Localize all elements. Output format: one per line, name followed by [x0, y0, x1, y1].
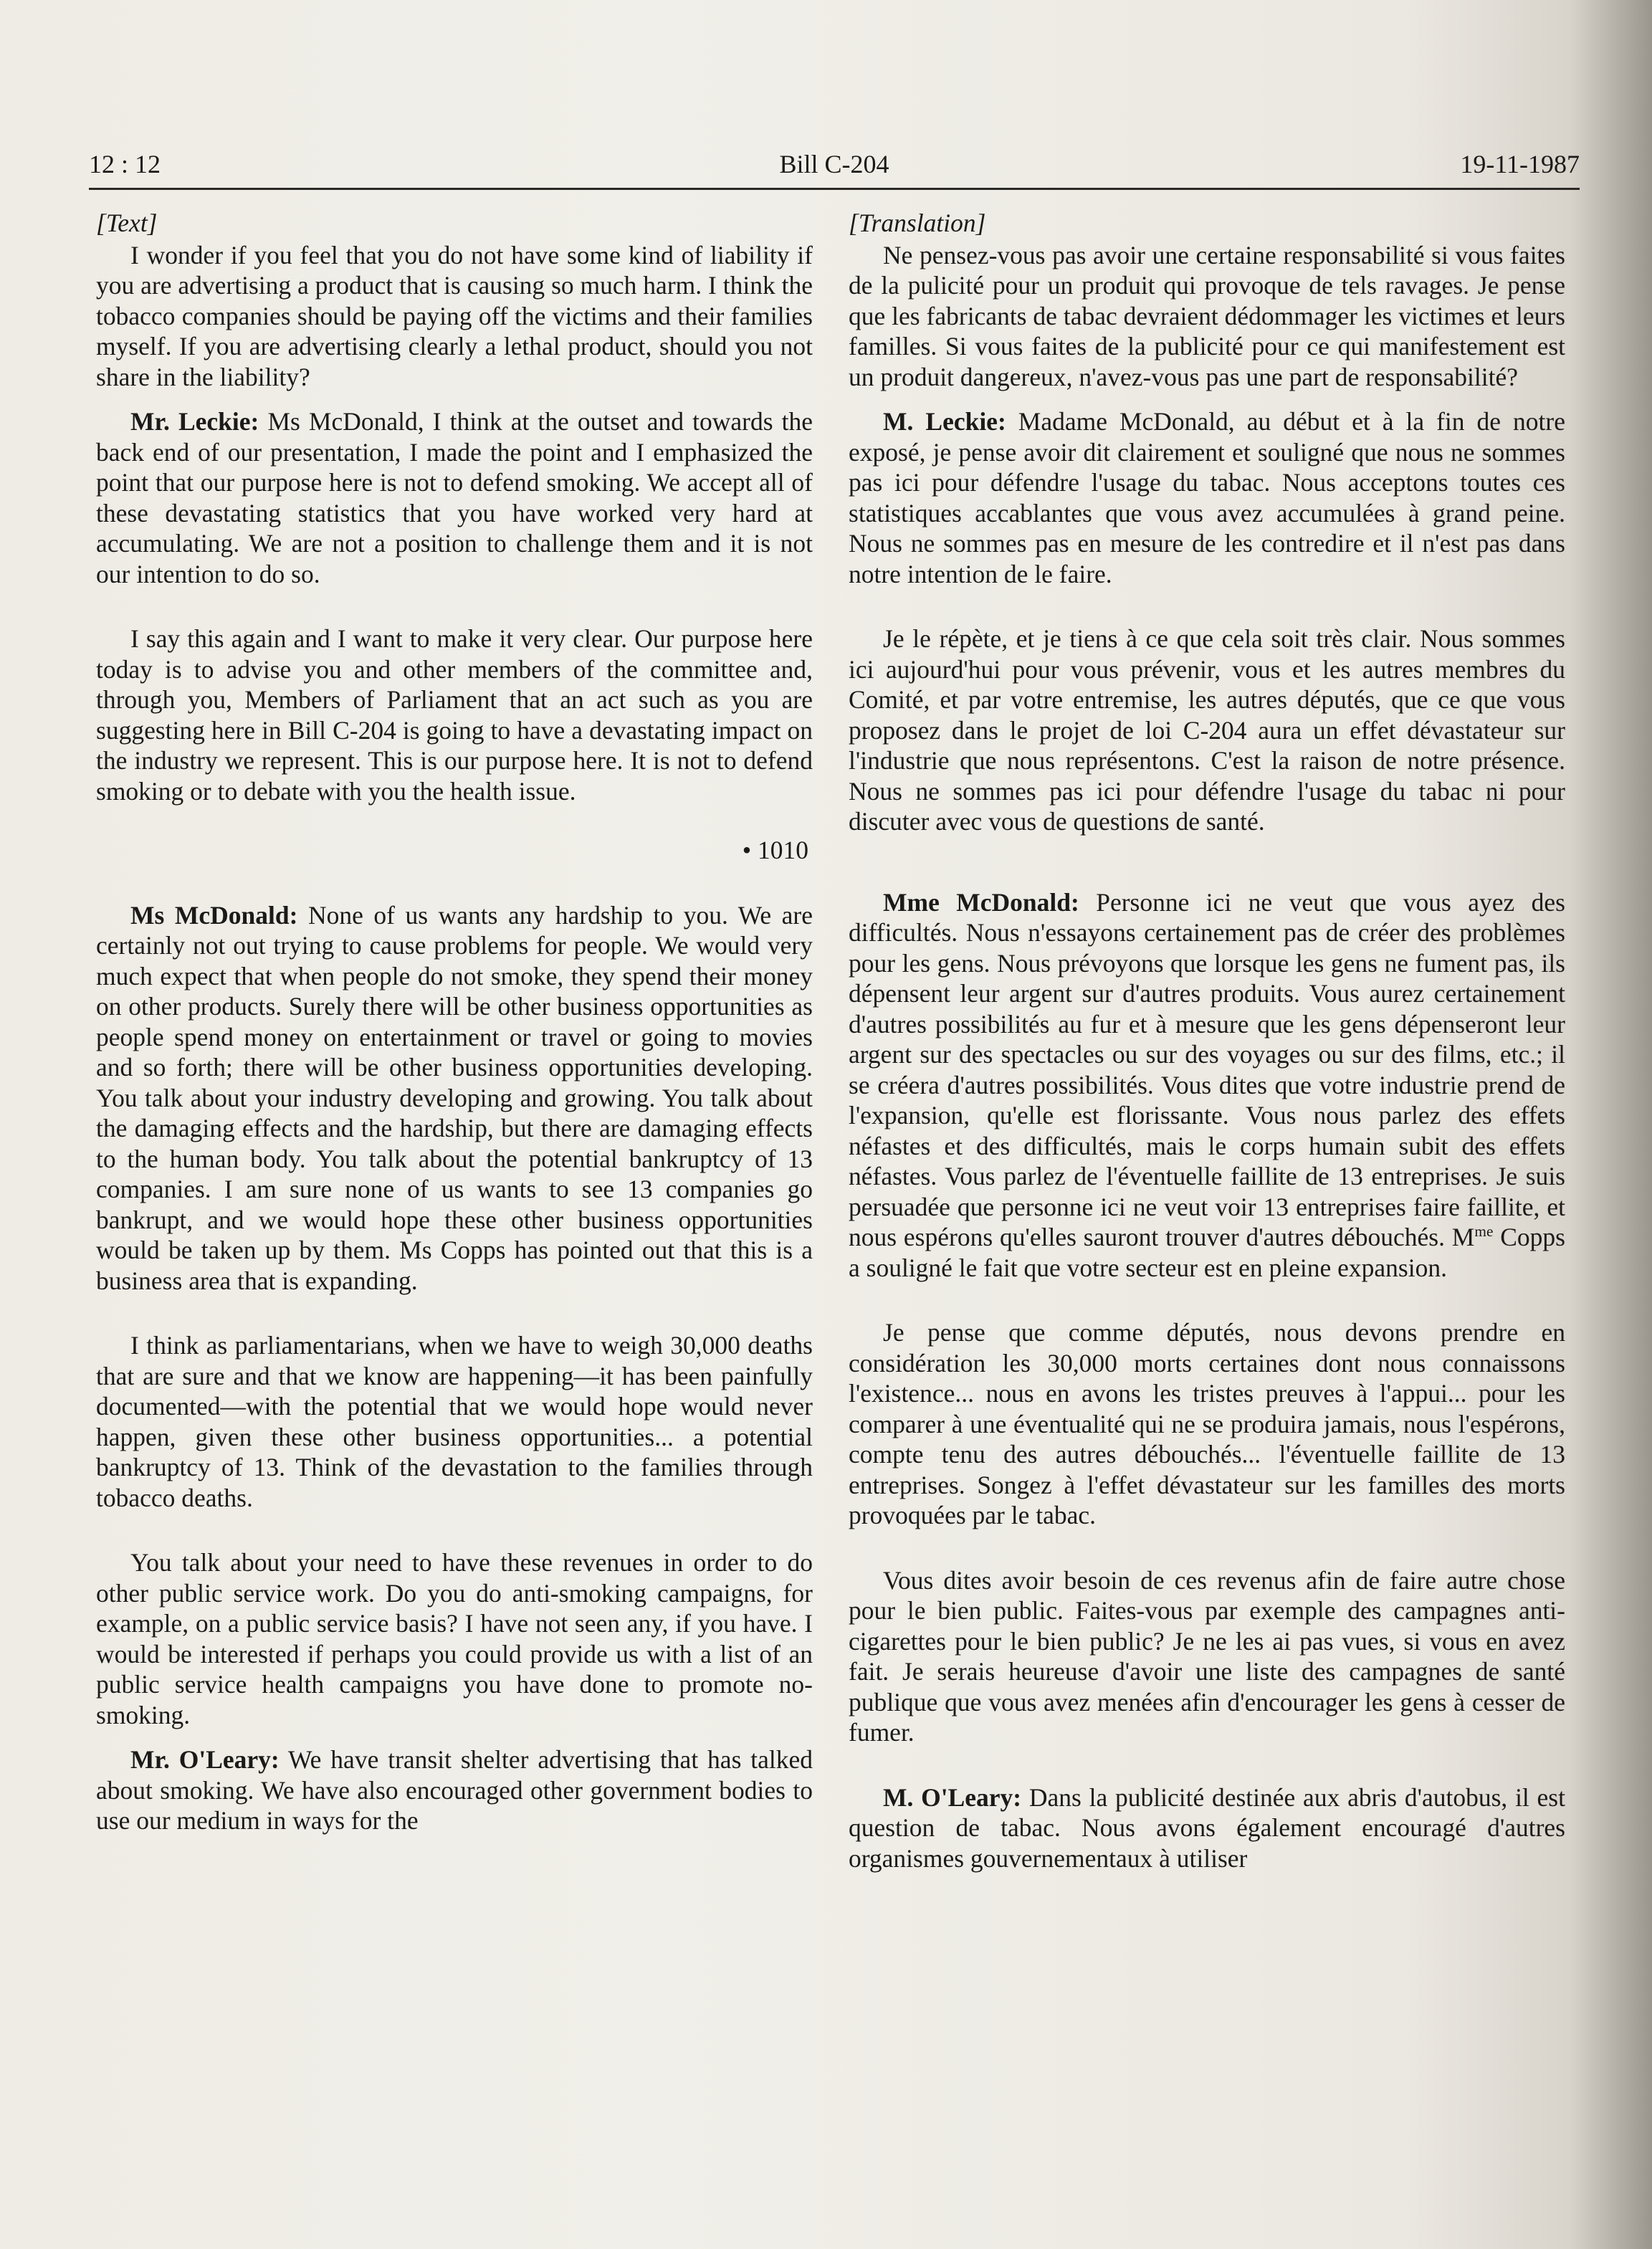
bill-title: Bill C-204: [779, 150, 889, 178]
paragraph-mcdonald: [96, 900, 813, 1297]
speaker-name: M. Leckie:: [883, 407, 1006, 436]
speaker-name: Mme McDonald:: [883, 887, 1079, 917]
paragraph-deputes: Je pense que comme députés, nous devons prendre en considération les 30,000 morts certaines dont nous connaissons l'existence... nous en avons les tristes preuves à l'appui... pour les comparer à une éventualité qui ne se produira jamais, nous l'espérons, compte tenu des autres débouchés... l'éventuelle faillite de 13 entreprises. Songez à l'effet dévastateur sur les familles des morts provoquées par le tabac.: [849, 1318, 1565, 1529]
speaker-name: Mr. Leckie:: [130, 407, 259, 436]
translation-label: [Translation]: [849, 209, 986, 237]
french-column: [849, 208, 1565, 1873]
paragraph-oleary: [849, 1782, 1565, 1874]
paragraph-purpose: Je le répète, et je tiens à ce que cela soit très clair. Nous sommes ici aujourd'hui pour vous prévenir, vous et les autres membres du Comité, et par votre entremise, les autres députés, que ce que vous proposez dans le projet de loi C-204 aura un effet dévastateur sur l'industrie que nous représentons. C'est la raison de notre présence. Nous ne sommes pas ici pour défendre l'usage du tabac ni pour discuter avec vous de questions de santé.: [849, 624, 1565, 836]
text-label: [Text]: [96, 209, 158, 237]
running-header: [89, 145, 1580, 190]
speaker-name: Ms McDonald:: [130, 900, 298, 930]
paragraph-oleary: [96, 1744, 813, 1836]
speech-text: Copps a souligné le fait que votre secteur est en pleine expansion.: [849, 1223, 1565, 1282]
paragraph-question: Ne pensez-vous pas avoir une certaine responsabilité si vous faites de la pulicité pour un produit qui provoque de tels ravages. Je pense que les fabricants de tabac devraient dédommager les victimes et leurs familles. Si vous faites de la publicité pour ce qui manifestement est un produit dangereux, n'avez-vous pas une part de responsabilité?: [849, 240, 1565, 391]
paragraph-question: I wonder if you feel that you do not have some kind of liability if you are advertising a product that is causing so much harm. I think the tobacco companies should be paying off the victims and their families myself. If you are advertising clearly a lethal product, should you not share in the liability?: [96, 240, 813, 391]
speaker-name: Mr. O'Leary:: [130, 1745, 280, 1774]
page-number: 12 : 12: [89, 150, 161, 178]
english-column: [96, 208, 813, 1836]
speech-text: We have transit shelter advertising that has talked about smoking. We have also encouraged other government bodies to use our medium in ways for the: [96, 1745, 813, 1835]
paragraph-purpose: I say this again and I want to make it very clear. Our purpose here today is to advise you and other members of the committee and, through you, Members of Parliament that an act such as you are suggesting here in Bill C-204 is going to have a devastating impact on the industry we represent. This is our purpose here. It is not to defend smoking or to debate with you the health issue.: [96, 624, 813, 806]
speech-text: Madame McDonald, au début et à la fin de notre exposé, je pense avoir dit clairement et souligné que nous ne sommes pas ici pour défendre l'usage du tabac. Nous acceptons toutes ces statistiques accablantes que vous avez accumulées à grand peine. Nous ne sommes pas en mesure de les contredire et il n'est pas dans notre intention de le faire.: [849, 407, 1565, 588]
speaker-name: M. O'Leary:: [883, 1782, 1022, 1812]
paragraph-revenues: You talk about your need to have these revenues in order to do other public service work. Do you do anti-smoking campaigns, for example, on a public service basis? I have not seen any, if you have. I would be interested if perhaps you could provide us with a list of an public service health campaigns you have done to promote no-smoking.: [96, 1548, 813, 1729]
paragraph-leckie: [96, 406, 813, 589]
paragraph-parliamentarians: I think as parliamentarians, when we have to weigh 30,000 deaths that are sure and that we know are happening—it has been painfully documented—with the potential that we would hope would never happen, given these other business opportunities... a potential bankruptcy of 13. Think of the devastation to the families through tobacco deaths.: [96, 1331, 813, 1512]
header-date: 19-11-1987: [1460, 150, 1580, 178]
paragraph-mcdonald: [849, 887, 1565, 1284]
superscript-me: me: [1474, 1223, 1494, 1241]
speech-text: Dans la publicité destinée aux abris d'autobus, il est question de tabac. Nous avons également encouragé d'autres organismes gouvernementaux à utiliser: [849, 1782, 1565, 1873]
paragraph-leckie: [849, 406, 1565, 589]
time-marker: • 1010: [742, 836, 808, 864]
paragraph-revenus: Vous dites avoir besoin de ces revenus afin de faire autre chose pour le bien public. Faites-vous par exemple des campagnes anti-cigarettes pour le bien public? Je ne les ai pas vues, si vous en avez fait. Je serais heureuse d'avoir une liste des campagnes de santé publique que vous avez menées afin d'encourager les gens à cesser de fumer.: [849, 1565, 1565, 1747]
speech-text: None of us wants any hardship to you. We are certainly not out trying to cause problems for people. We would very much expect that when people do not smoke, they spend their money on other products. Surely there will be other business opportunities as people spend money on entertainment or travel or going to movies and so forth; there will be other business opportunities developing. You talk about your industry developing and growing. You talk about the damaging effects and the hardship, but there are damaging effects to the human body. You talk about the potential bankruptcy of 13 companies. I am sure none of us wants to see 13 companies go bankrupt, and we would hope these other business opportunities would be taken up by them. Ms Copps has pointed out that this is a business area that is expanding.: [96, 900, 813, 1295]
speech-text: Personne ici ne veut que vous ayez des difficultés. Nous n'essayons certainement pas de créer des problèmes pour les gens. Nous prévoyons que lorsque les gens ne fument pas, ils dépensent leur argent sur d'autres produits. Vous aurez certainement d'autres possibilités au fur et à mesure que les gens dépenseront leur argent sur des spectacles ou sur des voyages ou sur des films, etc.; il se créera d'autres possibilités. Vous dites que votre industrie prend de l'expansion, qu'elle est florissante. Vous nous parlez des effets néfastes et des difficultés, mais le corps humain subit des effets néfastes. Vous parlez de l'éventuelle faillite de 13 entreprises. Je suis persuadée que personne ici ne veut voir 13 entreprises faire faillite, et nous espérons qu'elles sauront trouver d'autres débouchés. M: [849, 887, 1565, 1251]
speech-text: Ms McDonald, I think at the outset and towards the back end of our presentation, I made the point and I emphasized the point that our purpose here is not to defend smoking. We accept all of these devastating statistics that you have worked very hard at accumulating. We are not a position to challenge them and it is not our intention to do so.: [96, 407, 813, 588]
